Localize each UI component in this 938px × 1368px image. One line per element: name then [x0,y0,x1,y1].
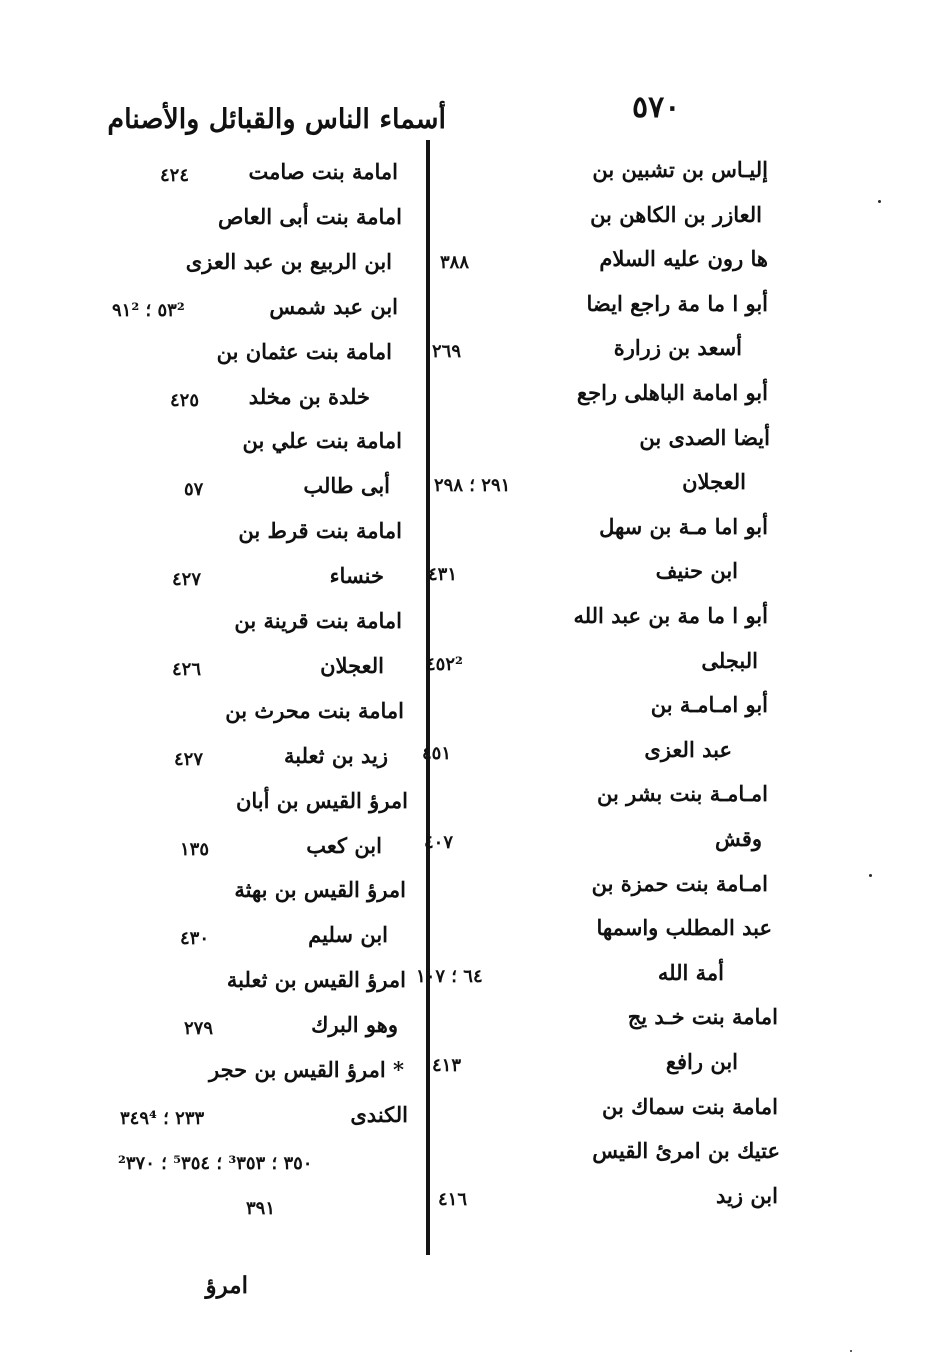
right-entry-page-ref: ٢٦٩ [432,341,462,362]
print-speck [869,874,872,877]
left-entry-page-ref: ٢٧٩ [184,1018,214,1039]
left-entry-text: امرؤ القيس بن ثعلبة [226,967,406,992]
left-entry-text: ابن سليم [308,922,388,947]
right-entry-text: العجلان [682,469,746,494]
left-entry-text: ابن عبد شمس [269,294,398,319]
right-entry-text: أيضا الصدى بن [639,425,770,450]
left-entry-page-ref: ١٣٥ [180,839,210,860]
left-entry-text: امامة بنت صامت [248,159,398,184]
right-entry-text: ابن حنيف [655,558,738,583]
left-entry-text: العجلان [320,653,384,678]
left-entry-page-ref: ٤٣٠ [180,928,210,949]
left-entry-text: * امرؤ القيس بن حجر [209,1057,404,1082]
right-entry-page-ref: ٦٤ ؛ ١٠٧ [416,966,483,987]
right-entry-page-ref: ٤٥١ [422,743,452,764]
right-entry-page-ref: ٤١٦ [438,1189,468,1210]
right-entry-text: عبد المطلب واسمها [596,915,772,940]
left-entry-text: الكندى [350,1102,408,1127]
left-entry-page-ref: ٣٩١ [246,1198,276,1219]
right-entry-page-ref: ٤٠٧ [424,832,454,853]
right-entry-text: ها رون عليه السلام [599,246,768,271]
left-entry-text: ابن الربيع بن عبد العزى [185,249,392,274]
right-entry-text: أبو ا ما مة بن عبد الله [573,603,768,628]
left-entry-page-ref: ٤٢٧ [174,749,204,770]
right-entry-text: أسعد بن زرارة [613,335,742,360]
right-entry-text: أبو امامة الباهلى راجع [576,380,768,405]
left-entry-page-ref: ٥٣² ؛ ٩١² [112,300,185,321]
left-entry-page-ref: ٤٢٤ [160,165,190,186]
left-entry-text: خلدة بن مخلد [248,384,370,409]
left-entry-text: امامة بنت قرط بن [238,518,402,543]
right-entry-text: أبو اما مـة بن سهل [599,514,768,539]
left-entry-text: وهو البرك [311,1012,398,1037]
right-entry-page-ref: ٣٨٨ [440,252,470,273]
running-title: أسماء الناس والقبائل والأصنام [107,104,446,135]
right-entry-text: البجلى [701,648,758,673]
right-entry-text: أبو ا ما مة راجع ايضا [586,291,768,316]
right-entry-text: امـامة بنت حمزة بن [591,871,768,896]
left-entry-text: امرؤ القيس بن بهثة [234,877,406,902]
right-entry-text: امـامـة بنت بشر بن [596,781,768,806]
page-number: ٥٧٠ [632,90,681,125]
left-entry-page-ref: ٤٢٥ [170,390,200,411]
left-entry-page-ref: ٣٥٠ ؛ ³٣٥٣ ؛ ⁵٣٥٤ ؛ ²٣٧٠ [118,1153,313,1174]
left-entry-page-ref: ٤٢٧ [172,569,202,590]
left-entry-text: ابن كعب [306,833,382,858]
right-entry-text: أبو امـامـة بن [650,692,768,717]
right-entry-text: عتيك بن امرئ القيس [592,1138,780,1163]
left-entry-text: امامة بنت محرث بن [225,698,404,723]
right-entry-text: العازر بن الكاهن بن [590,202,762,227]
left-entry-text: امرؤ القيس بن أبان [235,788,408,813]
right-entry-page-ref: ٢٩١ ؛ ٢٩٨ [434,475,511,496]
left-entry-text: امامة بنت أبى العاص [217,204,402,229]
left-entry-text: خنساء [329,563,384,588]
print-speck [850,1350,852,1352]
column-divider [426,140,430,1255]
left-entry-text: امامة بنت علي بن [242,428,402,453]
left-entry-text: أبى طالب [303,473,390,498]
right-entry-page-ref: ٤١٣ [432,1055,462,1076]
left-entry-page-ref: ٥٧ [184,479,204,500]
left-entry-page-ref: ٢٣٣ ؛ ٣٤٩⁴ [120,1108,205,1129]
catchword: امرؤ [205,1272,248,1299]
left-entry-text: امامة بنت عثمان بن [216,339,392,364]
right-entry-text: ابن رافع [665,1049,738,1074]
left-entry-text: زيد بن ثعلبة [284,743,388,768]
right-entry-text: إليـاس بن تشبين بن [592,157,768,182]
right-entry-text: وقش [715,826,762,851]
right-entry-text: امامة بنت خـد يج [627,1004,778,1029]
right-entry-page-ref: ٤٣١ [428,564,458,585]
right-entry-text: امامة بنت سماك بن [602,1094,778,1119]
left-entry-text: امامة بنت قرينة بن [234,608,402,633]
right-entry-page-ref: ٤٥٢² [426,654,463,675]
left-entry-page-ref: ٤٢٦ [172,659,202,680]
right-entry-text: ابن زيد [716,1183,778,1208]
right-entry-text: أمة الله [657,960,724,985]
print-speck [878,200,881,203]
right-entry-text: عبد العزى [644,737,732,762]
